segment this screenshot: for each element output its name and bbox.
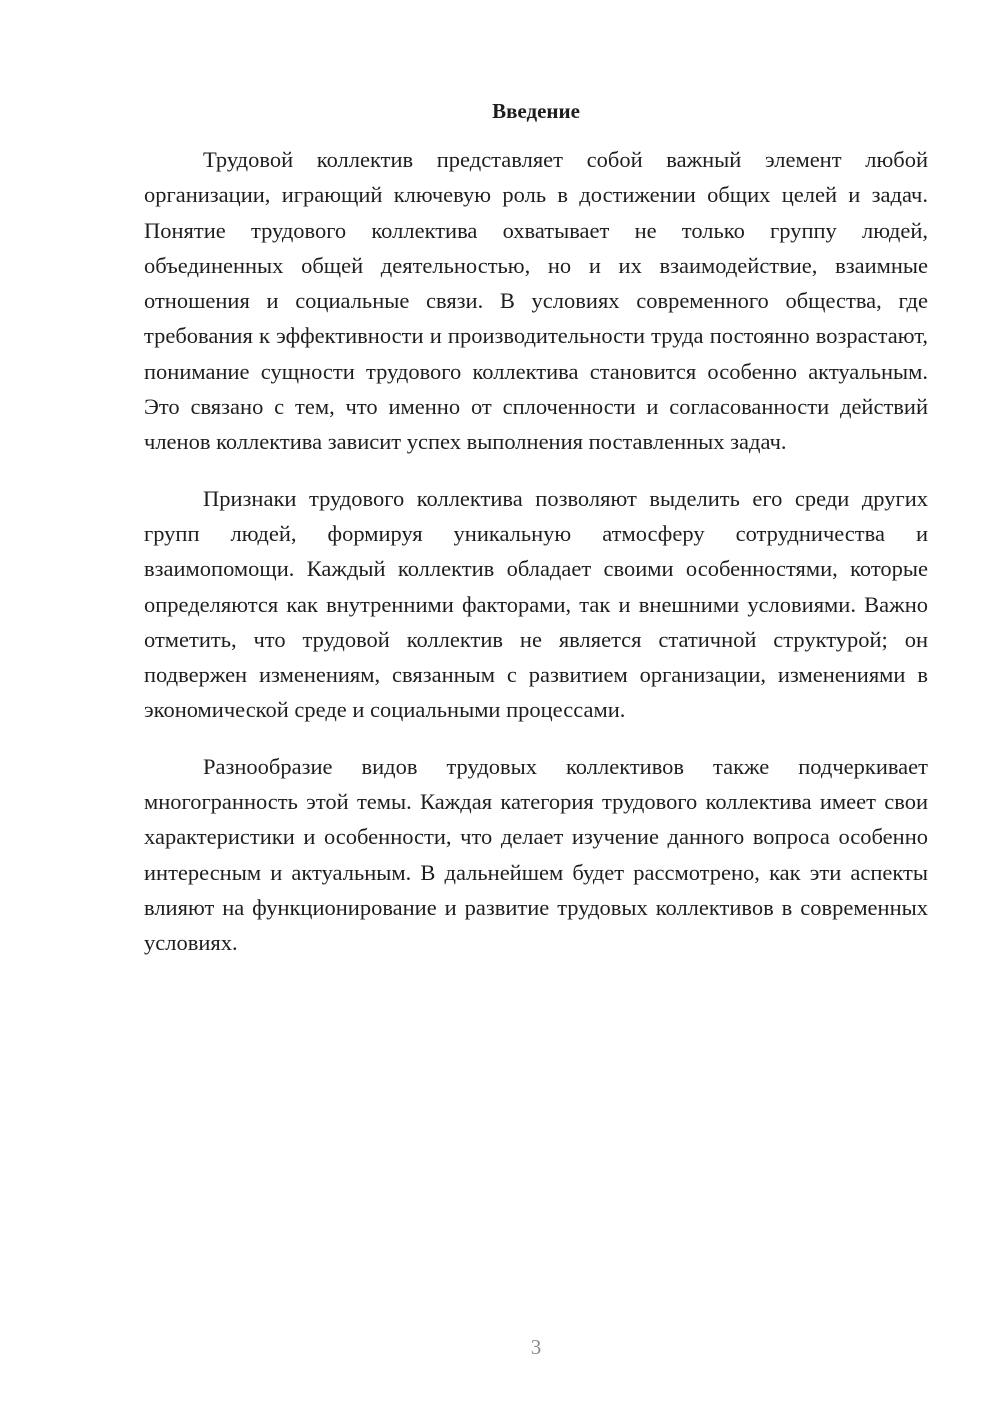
page-title: Введение	[492, 99, 580, 123]
paragraph-2: Признаки трудового коллектива позволяют выделить его среди других групп людей, формируя уникальную атмосферу сотрудничества и взаимопомощи. Каждый коллектив обладает своими особенностями, которые определяются как внутренними факторами, так и внешними условиями. Важно отметить, что трудовой коллектив не является статичной структурой; он подвержен изменениям, связанным с развитием организации, изменениями в экономической среде и социальными процессами.	[144, 485, 928, 723]
paragraph-3: Разнообразие видов трудовых коллективов также подчеркивает многогранность этой темы. Каждая категория трудового коллектива имеет свои характеристики и особенности, что делает изучение данного вопроса особенно интересным и актуальным. В дальнейшем будет рассмотрено, как эти аспекты влияют на функционирование и развитие трудовых коллективов в современных условиях.	[144, 753, 928, 956]
paragraph-1: Трудовой коллектив представляет собой важный элемент любой организации, играющий ключевую роль в достижении общих целей и задач. Понятие трудового коллектива охватывает не только группу людей, объединенных общей деятельностью, но и их взаимодействие, взаимные отношения и социальные связи. В условиях современного общества, где требования к эффективности и производительности труда постоянно возрастают, понимание сущности трудового коллектива становится особенно актуальным. Это связано с тем, что именно от сплоченности и согласованности действий членов коллектива зависит успех выполнения поставленных задач.	[144, 147, 928, 455]
document-body	[144, 142, 928, 982]
page-number: 3	[530, 1335, 542, 1359]
